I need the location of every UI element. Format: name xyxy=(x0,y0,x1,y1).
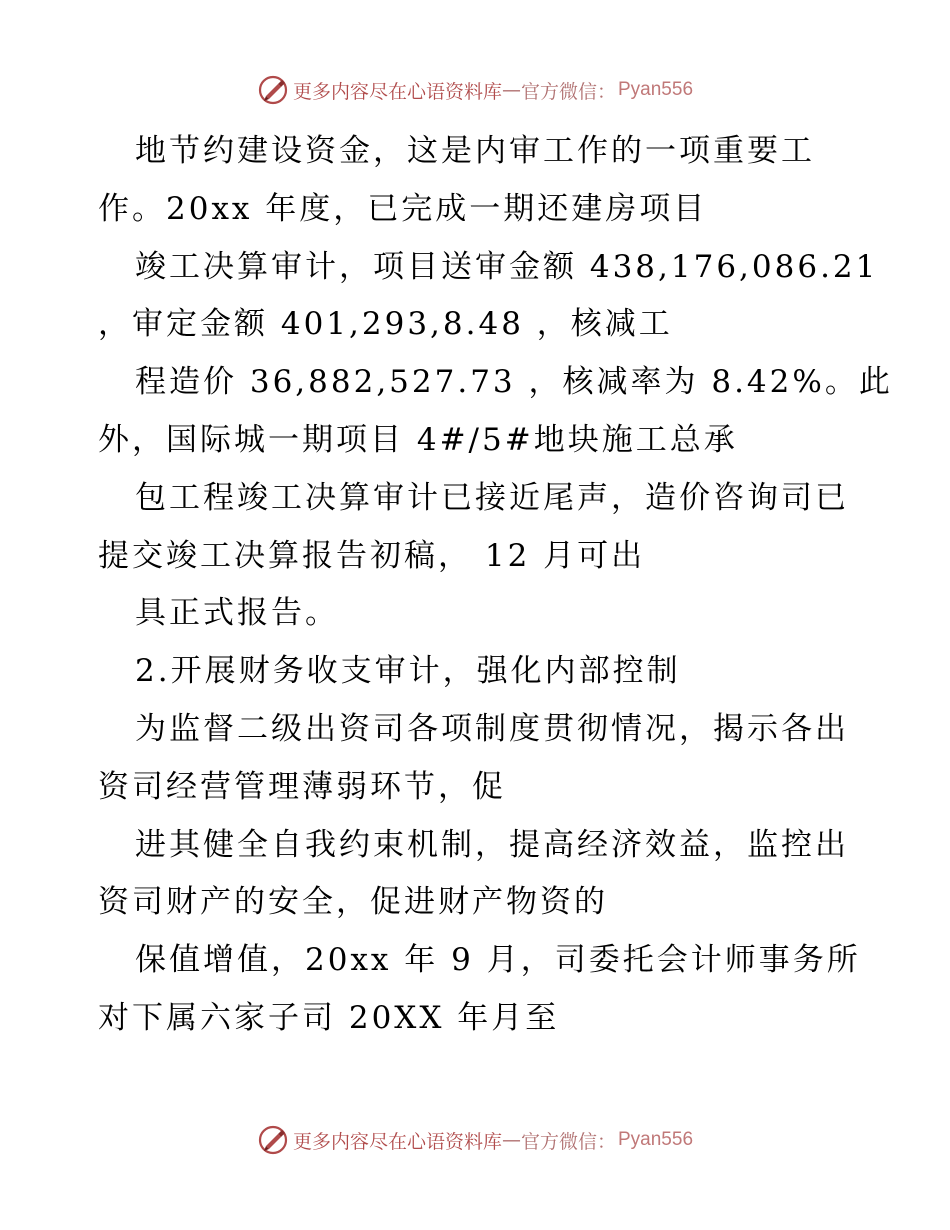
text-line: 资司经营管理薄弱环节，促 xyxy=(98,768,506,805)
text-line: 提交竣工决算报告初稿， 12 月可出 xyxy=(98,537,646,574)
pen-circle-logo-icon xyxy=(257,74,289,106)
text-line: 保值增值，20xx 年 9 月，司委托会计师事务所 xyxy=(135,942,861,979)
section-heading: 2.开展财务收支审计，强化内部控制 xyxy=(135,653,681,690)
watermark-wechat-label: 官方微信： xyxy=(520,1130,616,1153)
watermark-wechat-id: Pyan556 xyxy=(618,1129,694,1150)
document-body xyxy=(0,123,950,1048)
footer-watermark xyxy=(0,1120,950,1160)
text-line: 外，国际城一期项目 4#/5#地块施工总承 xyxy=(98,421,738,458)
watermark-separator: — xyxy=(501,79,521,101)
watermark-wechat-label: 官方微信： xyxy=(520,80,616,103)
text-line: 对下属六家子司 20XX 年月至 xyxy=(98,999,560,1036)
watermark-main-text: 更多内容尽在心语资料库 xyxy=(292,1130,502,1153)
text-line: 进其健全自我约束机制，提高经济效益，监控出 xyxy=(135,826,849,863)
text-line: 资司财产的安全，促进财产物资的 xyxy=(98,884,608,921)
text-line: 为监督二级出资司各项制度贯彻情况，揭示各出 xyxy=(135,710,849,747)
pen-circle-logo-icon xyxy=(257,1124,289,1156)
watermark-main-text: 更多内容尽在心语资料库 xyxy=(292,80,502,103)
text-line: 包工程竣工决算审计已接近尾声，造价咨询司已 xyxy=(135,479,849,516)
text-line: 地节约建设资金，这是内审工作的一项重要工 xyxy=(135,133,815,169)
header-watermark xyxy=(0,70,950,110)
text-line: 竣工决算审计，项目送审金额 438,176,086.21 xyxy=(135,248,879,285)
text-line: 具正式报告。 xyxy=(135,595,339,632)
text-line: 作。20xx 年度，已完成一期还建房项目 xyxy=(98,190,708,227)
watermark-separator: — xyxy=(501,1129,521,1151)
text-line: ，审定金额 401,293,8.48 ，核减工 xyxy=(98,306,673,343)
text-line: 程造价 36,882,527.73 ，核减率为 8.42%。此 xyxy=(135,364,893,401)
watermark-wechat-id: Pyan556 xyxy=(618,79,694,100)
